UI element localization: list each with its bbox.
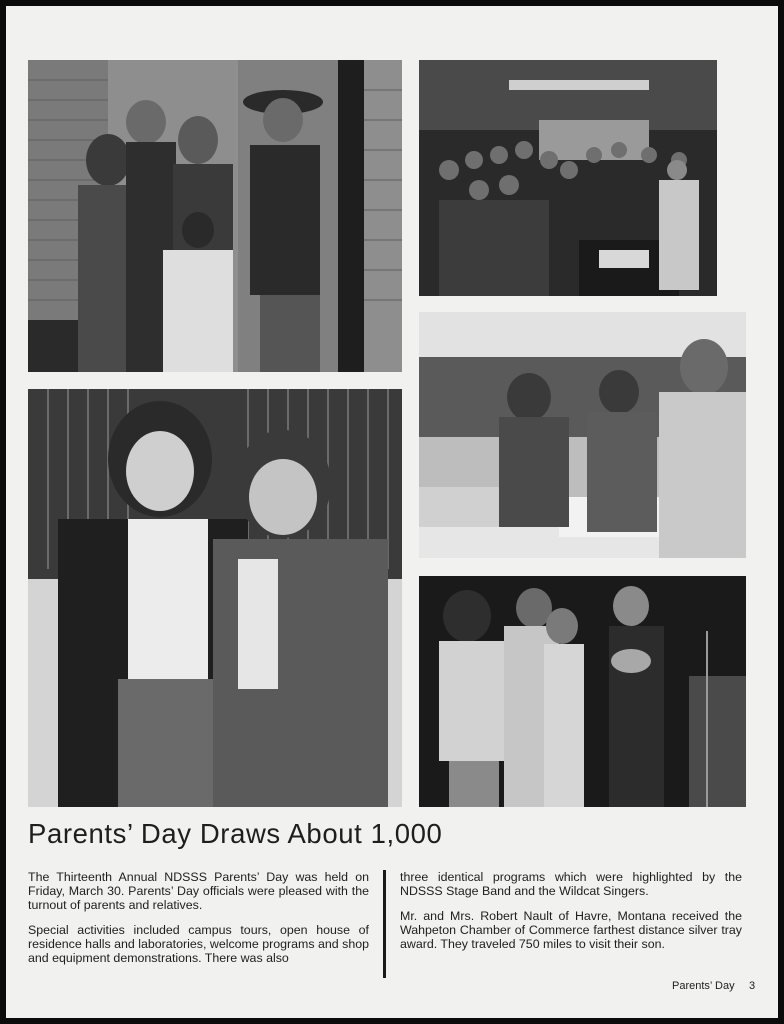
photo-family-group: [28, 60, 402, 372]
body-paragraph: Mr. and Mrs. Robert Nault of Havre, Montana received the Wahpeton Chamber of Commerce farthest distance silver tray award. They traveled 750 miles to visit their son.: [400, 909, 742, 951]
footer-section-label: Parents’ Day: [672, 980, 735, 992]
column-divider: [383, 870, 386, 978]
body-paragraph: The Thirteenth Annual NDSSS Parents’ Day was held on Friday, March 30. Parents’ Day officials were pleased with the turnout of parents and relatives.: [28, 870, 369, 912]
body-paragraph: Special activities included campus tours, open house of residence halls and laboratories, welcome programs and shop and equipment demonstrations. There was also: [28, 923, 369, 965]
page-number: 3: [749, 980, 756, 992]
page-headline: Parents’ Day Draws About 1,000: [28, 818, 443, 849]
body-column-right: [400, 870, 742, 962]
photo-award-presentation: [419, 576, 746, 807]
photo-shop-demonstration: [419, 60, 717, 296]
photo-two-women: [28, 389, 402, 807]
body-column-left: [28, 870, 369, 976]
photo-counter-visitors: [419, 312, 746, 558]
body-paragraph: three identical programs which were highlighted by the NDSSS Stage Band and the Wildcat Singers.: [400, 870, 742, 898]
yearbook-page: [6, 6, 778, 1018]
